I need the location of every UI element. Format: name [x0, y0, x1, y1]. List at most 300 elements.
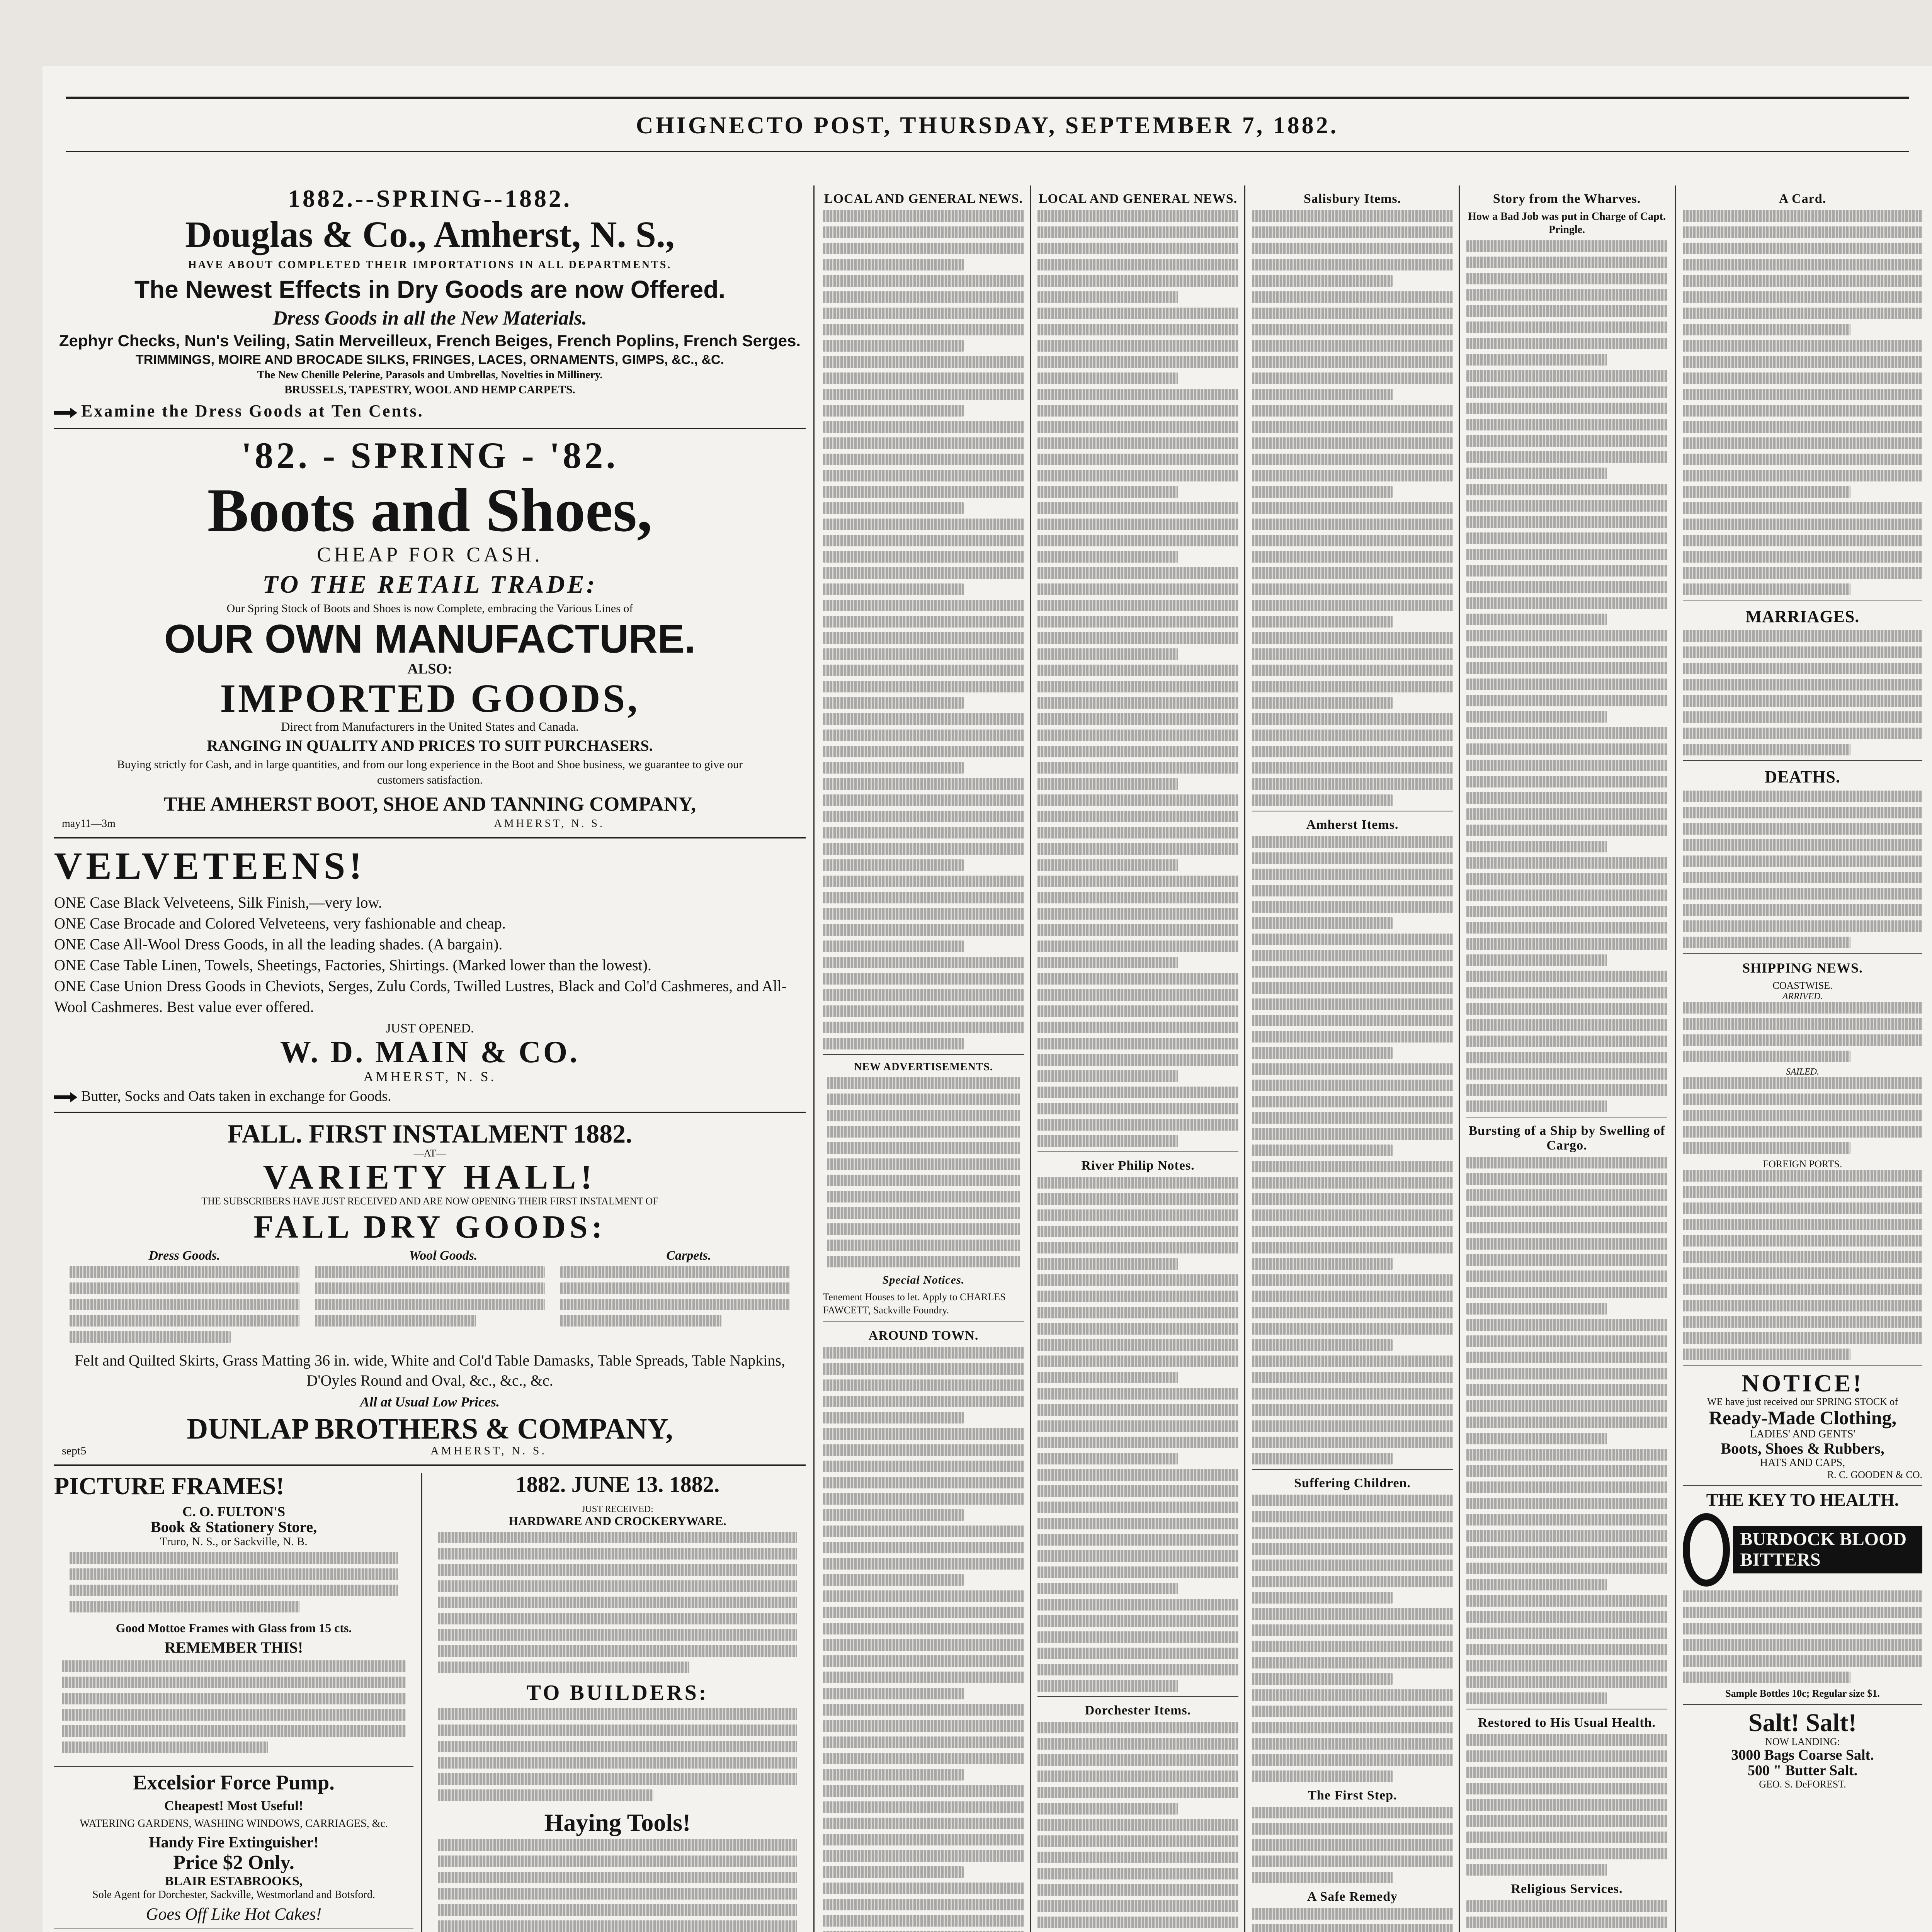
text-line: [827, 1223, 1020, 1235]
text-line: [1252, 1128, 1453, 1140]
text-line: [823, 226, 1024, 238]
text-line: [1252, 308, 1453, 319]
text-line: [438, 1629, 797, 1641]
article-paragraph: [1683, 340, 1922, 498]
text-line: [823, 713, 1024, 725]
boots-stock: Our Spring Stock of Boots and Shoes is now Complete, embracing the Various Lines of: [226, 602, 633, 615]
text-line: [1252, 901, 1453, 913]
text-line: [1252, 1722, 1453, 1733]
text-line: [1037, 340, 1238, 352]
text-line: [823, 1444, 1024, 1456]
text-line: [823, 1396, 1024, 1407]
text-line: [1683, 1186, 1922, 1198]
text-line: [1252, 470, 1453, 481]
text-line: [1466, 938, 1667, 950]
article-paragraph: [1252, 713, 1453, 806]
velveteens-butter: Butter, Socks and Oats taken in exchange for Goods.: [81, 1088, 391, 1104]
article-paragraph: [1037, 1819, 1238, 1932]
article-paragraph: [1037, 1177, 1238, 1270]
text-line: [1466, 516, 1667, 528]
text-line: [1252, 648, 1453, 660]
text-line: [1466, 1254, 1667, 1266]
masthead-rule: [66, 151, 1909, 152]
card-heading: A Card.: [1779, 192, 1827, 206]
text-line: [438, 1773, 797, 1785]
text-line: [823, 1850, 1024, 1862]
text-line: [823, 324, 1024, 335]
text-line: [1252, 405, 1453, 417]
fall-lists: [54, 1266, 806, 1347]
text-line: [1252, 1754, 1453, 1766]
notice-intro: WE have just received our SPRING STOCK of: [1707, 1396, 1898, 1408]
text-line: [823, 340, 964, 352]
text-line: [1683, 470, 1922, 481]
text-line: [1252, 1770, 1393, 1782]
divider: [1683, 1485, 1922, 1486]
text-line: [1683, 872, 1922, 883]
text-line: [1252, 1291, 1453, 1302]
velveteens-item: ONE Case All-Wool Dress Goods, in all the leading shades. (A bargain).: [54, 935, 503, 953]
fall-goods: FALL DRY GOODS:: [253, 1209, 606, 1245]
text-line: [1037, 405, 1238, 417]
text-line: [1252, 1641, 1453, 1652]
text-line: [823, 681, 1024, 692]
article-paragraph: [1252, 502, 1453, 628]
ads-column-left: [54, 185, 806, 1932]
douglas-headline: The Newest Effects in Dry Goods are now Offered.: [134, 275, 726, 303]
text-line: [438, 1757, 797, 1769]
text-line: [1466, 1068, 1667, 1080]
text-line: [823, 908, 1024, 920]
divider: [823, 1054, 1024, 1055]
article-paragraph: [1037, 1087, 1238, 1147]
text-line: [1466, 1530, 1667, 1542]
text-line: [70, 1585, 398, 1596]
text-line: [1037, 1835, 1238, 1847]
text-line: [1252, 1872, 1393, 1883]
text-line: [1252, 324, 1453, 335]
text-line: [1466, 1019, 1667, 1031]
pump-uses: WATERING GARDENS, WASHING WINDOWS, CARRIAGES, &c.: [80, 1818, 388, 1830]
text-line: [560, 1299, 790, 1310]
text-line: [1037, 843, 1238, 855]
salt-butter: 500 " Butter Salt.: [1747, 1762, 1858, 1779]
text-line: [823, 1818, 1024, 1829]
text-line: [1037, 1226, 1238, 1237]
text-line: [1252, 1226, 1453, 1237]
article-paragraph: [1252, 210, 1453, 287]
burdock-logo: [1683, 1513, 1922, 1587]
notice-hats: HATS AND CAPS,: [1760, 1456, 1845, 1469]
fall-category: Wool Goods.: [409, 1248, 478, 1263]
text-line: [823, 1461, 1024, 1472]
text-line: [1252, 746, 1453, 757]
pump-agent: Sole Agent for Dorchester, Sackville, Westmorland and Botsford.: [92, 1889, 375, 1901]
text-line: [1466, 321, 1667, 333]
article-paragraph: [823, 1526, 1024, 1586]
text-line: [1037, 1307, 1238, 1318]
text-line: [1683, 791, 1922, 802]
text-line: [62, 1709, 406, 1721]
text-line: [823, 940, 964, 952]
fall-place: AMHERST, N. S.: [430, 1444, 547, 1458]
boots-title: Boots and Shoes,: [207, 476, 653, 545]
text-line: [1466, 468, 1607, 479]
text-line: [823, 308, 1024, 319]
text-line: [823, 892, 1024, 903]
text-line: [1037, 1738, 1238, 1750]
text-line: [70, 1299, 299, 1310]
marriages-heading: MARRIAGES.: [1745, 607, 1860, 626]
text-line: [560, 1315, 721, 1327]
salt-bags: 3000 Bags Coarse Salt.: [1731, 1747, 1874, 1764]
text-line: [1466, 305, 1667, 317]
column-divider: [421, 1473, 422, 1932]
article-paragraph: [1252, 1608, 1453, 1685]
boots-also: ALSO:: [407, 660, 452, 677]
text-line: [560, 1282, 790, 1294]
text-line: [823, 519, 1024, 530]
text-line: [823, 210, 1024, 222]
text-line: [1252, 1576, 1453, 1587]
text-line: [1466, 971, 1667, 982]
text-line: [1466, 1546, 1667, 1558]
text-line: [1252, 1080, 1453, 1091]
column-divider: [1459, 185, 1460, 1932]
text-line: [1252, 502, 1453, 514]
text-line: [1037, 1631, 1238, 1643]
text-line: [1683, 486, 1850, 498]
text-line: [1683, 454, 1922, 465]
text-line: [1683, 437, 1922, 449]
deaths-heading: DEATHS.: [1765, 767, 1840, 786]
text-line: [1466, 1052, 1667, 1063]
text-line: [1037, 583, 1238, 595]
text-line: [1037, 226, 1238, 238]
text-line: [1683, 1300, 1922, 1311]
text-line: [823, 1022, 1024, 1033]
text-line: [1037, 1485, 1238, 1497]
text-line: [1252, 836, 1453, 848]
velveteens-item: ONE Case Black Velveteens, Silk Finish,—very low.: [54, 893, 382, 911]
special-notices-heading: Special Notices.: [882, 1274, 965, 1286]
text-line: [1683, 583, 1850, 595]
text-line: [1252, 1453, 1393, 1464]
article-paragraph: [1466, 370, 1667, 479]
text-line: [1037, 681, 1238, 692]
text-line: [1037, 876, 1238, 887]
text-line: [823, 616, 1024, 628]
text-line: [1466, 1368, 1667, 1379]
text-line: [823, 259, 964, 270]
column-salisbury: [1252, 185, 1453, 1932]
text-line: [1037, 1022, 1238, 1033]
text-line: [438, 1597, 797, 1608]
article-paragraph: [1466, 484, 1667, 625]
text-line: [1037, 1787, 1238, 1798]
text-line: [1466, 646, 1667, 658]
text-line: [1252, 632, 1453, 644]
velveteens-title: VELVETEENS!: [54, 844, 366, 887]
text-line: [1683, 744, 1850, 755]
text-line: [1683, 275, 1922, 287]
text-line: [1683, 519, 1922, 530]
text-line: [1466, 1465, 1667, 1477]
text-line: [823, 243, 1024, 254]
text-line: [823, 989, 1024, 1001]
text-line: [1683, 1284, 1922, 1295]
text-line: [438, 1548, 797, 1560]
douglas-examine-text: Examine the Dress Goods at Ten Cents.: [81, 401, 424, 421]
text-line: [1466, 484, 1667, 495]
text-line: [1037, 1868, 1238, 1879]
article-paragraph: [1252, 1807, 1453, 1883]
text-line: [1466, 435, 1667, 447]
text-line: [1466, 403, 1667, 414]
text-line: [1252, 1420, 1453, 1432]
text-line: [1466, 273, 1667, 284]
newspaper-page: [43, 66, 1932, 1932]
text-line: [1252, 275, 1393, 287]
text-line: [1037, 1355, 1238, 1367]
text-line: [1466, 257, 1667, 268]
section-heading: Dorchester Items.: [1085, 1703, 1191, 1718]
velveteens-list: [54, 892, 806, 1017]
text-line: [1466, 1449, 1667, 1461]
text-line: [1037, 210, 1238, 222]
pump-price: Price $2 Only.: [173, 1852, 294, 1874]
text-line: [1683, 1219, 1922, 1230]
text-line: [1683, 1018, 1922, 1030]
section-heading: AROUND TOWN.: [868, 1328, 979, 1343]
frames-place: Truro, N. S., or Sackville, N. B.: [160, 1535, 308, 1548]
text-line: [1252, 1738, 1453, 1750]
text-line: [438, 1920, 797, 1932]
article-paragraph: [1037, 794, 1238, 871]
text-line: [1252, 1839, 1453, 1851]
health-title: THE KEY TO HEALTH.: [1706, 1490, 1899, 1510]
article-paragraph: [1252, 1495, 1453, 1604]
text-line: [1037, 1453, 1178, 1464]
article-paragraph: [1466, 1449, 1667, 1590]
text-line: [1252, 551, 1453, 563]
fall-firm: DUNLAP BROTHERS & COMPANY,: [187, 1412, 673, 1445]
pointing-hand-icon: [54, 1092, 77, 1102]
text-line: [1683, 1332, 1922, 1344]
text-line: [1466, 1595, 1667, 1607]
text-line: [560, 1266, 790, 1278]
text-line: [1037, 827, 1238, 838]
text-line: [1252, 665, 1453, 676]
hickey-haying: Haying Tools!: [544, 1808, 691, 1836]
text-line: [1037, 811, 1238, 822]
pump-title: Excelsior Force Pump.: [133, 1771, 335, 1794]
section-heading: A Safe Remedy: [1307, 1889, 1398, 1904]
health-sample: Sample Bottles 10c; Regular size $1.: [1725, 1687, 1880, 1699]
text-line: [1037, 1917, 1238, 1928]
text-line: [1252, 1112, 1453, 1124]
text-line: [823, 1542, 1024, 1553]
text-line: [823, 1493, 1024, 1505]
pump-cakes: Goes Off Like Hot Cakes!: [146, 1905, 322, 1924]
text-line: [823, 1509, 964, 1521]
text-line: [823, 405, 964, 417]
text-line: [1252, 1807, 1453, 1818]
text-line: [823, 502, 964, 514]
text-line: [1466, 1563, 1667, 1574]
text-line: [823, 1558, 1024, 1570]
article-paragraph: [823, 713, 1024, 774]
text-line: [1037, 535, 1238, 546]
text-line: [1252, 1511, 1453, 1522]
text-line: [70, 1282, 299, 1294]
text-line: [438, 1904, 797, 1916]
text-line: [1252, 1145, 1393, 1156]
text-line: [1037, 908, 1238, 920]
text-line: [1466, 1767, 1667, 1778]
fall-categories: [54, 1248, 806, 1263]
text-line: [1037, 632, 1238, 644]
article-paragraph: [1037, 308, 1238, 384]
divider: [1252, 1469, 1453, 1470]
boots-direct: Direct from Manufacturers in the United States and Canada.: [281, 719, 579, 733]
article-paragraph: [1037, 1388, 1238, 1464]
masthead: CHIGNECTO POST, THURSDAY, SEPTEMBER 7, 1882.: [636, 112, 1339, 139]
text-line: [1037, 454, 1238, 465]
text-line: [1466, 857, 1667, 869]
article-paragraph: [1466, 240, 1667, 366]
text-line: [823, 1607, 1024, 1618]
text-line: [823, 372, 1024, 384]
text-line: [1037, 567, 1238, 579]
hickey-received: JUST RECEIVED:: [582, 1504, 653, 1515]
text-line: [1683, 679, 1922, 690]
text-line: [823, 1574, 964, 1586]
text-line: [1037, 1583, 1178, 1594]
text-line: [1037, 1135, 1178, 1147]
text-line: [1252, 421, 1453, 433]
article-paragraph: [1683, 630, 1922, 755]
text-line: [1683, 855, 1922, 867]
text-line: [1037, 551, 1178, 563]
text-line: [823, 291, 1024, 303]
text-line: [823, 859, 964, 871]
text-line: [823, 437, 1024, 449]
text-line: [827, 1207, 1020, 1219]
text-line: [1252, 1372, 1453, 1383]
text-line: [1683, 888, 1922, 900]
text-line: [1252, 794, 1393, 806]
text-line: [315, 1299, 545, 1310]
text-line: [1037, 1258, 1178, 1270]
fall-category: Dress Goods.: [148, 1248, 220, 1263]
text-line: [1466, 841, 1607, 852]
boots-footer: [54, 818, 806, 830]
article-paragraph: [823, 1883, 1024, 1932]
text-line: [1252, 583, 1453, 595]
wharves-subheading: How a Bad Job was put in Charge of Capt. Pringle.: [1468, 211, 1666, 236]
boots-ranging: RANGING IN QUALITY AND PRICES TO SUIT PURCHASERS.: [207, 736, 653, 754]
coastwise-label: COASTWISE.: [1772, 980, 1833, 991]
text-line: [1252, 1031, 1453, 1043]
text-line: [1466, 565, 1667, 577]
text-line: [827, 1126, 1020, 1138]
text-line: [1037, 1502, 1238, 1513]
burdock-logo-text: BURDOCK BLOOD BITTERS: [1733, 1526, 1922, 1573]
text-line: [823, 794, 1024, 806]
text-line: [1466, 1417, 1667, 1428]
column-wharves: [1466, 185, 1667, 1932]
text-line: [1683, 630, 1922, 642]
text-line: [1252, 713, 1453, 725]
text-line: [1252, 1495, 1453, 1506]
section-heading: Suffering Children.: [1294, 1476, 1411, 1490]
text-line: [1037, 778, 1178, 790]
column-local-news-1: [823, 185, 1024, 1932]
text-line: [1037, 1339, 1238, 1351]
divider: [1683, 953, 1922, 954]
boots-trade: TO THE RETAIL TRADE:: [262, 570, 597, 599]
text-line: [827, 1175, 1020, 1186]
article-paragraph: [823, 1785, 1024, 1878]
text-line: [823, 421, 1024, 433]
notice-boots: Boots, Shoes & Rubbers,: [1721, 1439, 1884, 1457]
text-line: [1037, 275, 1238, 287]
text-line: [1252, 950, 1453, 961]
section-heading: Salisbury Items.: [1303, 192, 1401, 206]
article-paragraph: [1252, 632, 1453, 709]
text-line: [823, 778, 1024, 790]
velveteens-butter-line: [54, 1088, 806, 1105]
text-line: [823, 551, 1024, 563]
text-line: [1466, 1692, 1607, 1704]
text-line: [1466, 711, 1607, 723]
article-paragraph: [1466, 1157, 1667, 1315]
text-line: [1252, 600, 1453, 611]
text-line: [1037, 940, 1238, 952]
text-line: [70, 1552, 398, 1564]
text-line: [1683, 259, 1922, 270]
text-line: [438, 1741, 797, 1752]
text-line: [823, 632, 1024, 644]
column-divider: [813, 185, 815, 1932]
text-line: [1466, 1815, 1667, 1827]
article-paragraph: [823, 957, 1024, 1049]
notice-clothing: Ready-Made Clothing,: [1708, 1407, 1897, 1429]
text-line: [1037, 1437, 1238, 1448]
fall-intro: THE SUBSCRIBERS HAVE JUST RECEIVED AND ARE NOW OPENING THEIR FIRST INSTALMENT OF: [201, 1196, 658, 1207]
text-line: [1252, 454, 1453, 465]
text-line: [62, 1742, 268, 1753]
fall-hall: VARIETY HALL!: [263, 1158, 597, 1196]
text-line: [1466, 1287, 1667, 1298]
text-line: [823, 1866, 964, 1878]
pump-cheapest: Cheapest! Most Useful!: [164, 1798, 303, 1814]
text-line: [823, 583, 964, 595]
text-line: [1683, 1316, 1922, 1328]
text-line: [1683, 210, 1922, 222]
text-line: [315, 1266, 545, 1278]
text-line: [823, 1915, 1024, 1927]
text-line: [1466, 1189, 1667, 1201]
article-paragraph: [1252, 405, 1453, 498]
article-paragraph: [823, 519, 1024, 595]
text-line: [1252, 1047, 1393, 1059]
text-line: [1037, 794, 1238, 806]
text-line: [1252, 372, 1453, 384]
text-line: [1466, 1335, 1667, 1347]
text-line: [1037, 1680, 1178, 1692]
